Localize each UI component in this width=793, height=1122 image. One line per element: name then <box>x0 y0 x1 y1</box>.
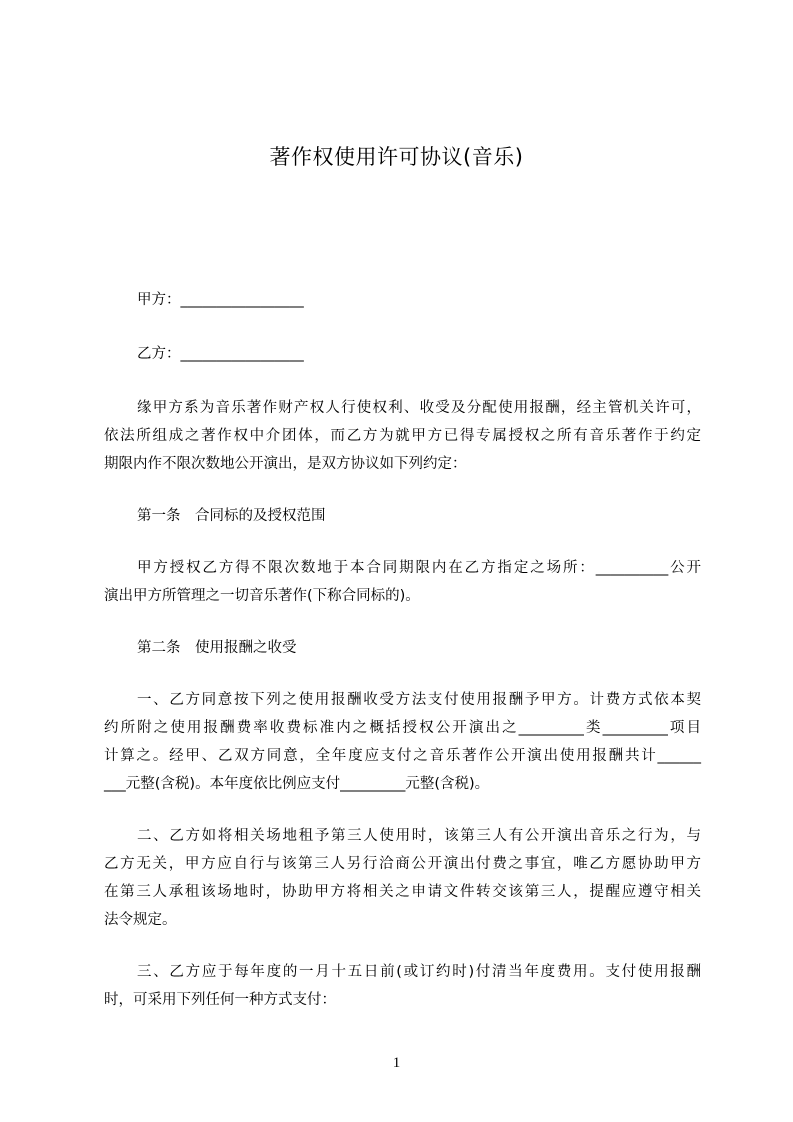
party-b-line: 乙方：_________________ <box>137 346 304 362</box>
preamble-line: 依法所组成之著作权中介团体，而乙方为就甲方已得专属授权之所有音乐著作于约定 <box>104 428 701 444</box>
article2-item1-line: 计算之。经甲、乙双方同意，全年度应支付之音乐著作公开演出使用报酬共计______ <box>104 748 701 764</box>
party-a-line: 甲方：_________________ <box>137 292 304 308</box>
article2-item2-line: 乙方无关，甲方应自行与该第三人另行洽商公开演出付费之事宜，唯乙方愿协助甲方 <box>104 856 701 872</box>
document-title: 著作权使用许可协议(音乐) <box>269 145 524 169</box>
article2-item3-line: 三、乙方应于每年度的一月十五日前(或订约时)付清当年度费用。支付使用报酬 <box>137 964 701 980</box>
article2-item1-line: ___元整(含税)。本年度依比例应支付_________元整(含税)。 <box>104 776 490 792</box>
article1-heading: 第一条 合同标的及授权范围 <box>137 508 326 524</box>
article2-item1-line: 一、乙方同意按下列之使用报酬收受方法支付使用报酬予甲方。计费方式依本契 <box>137 692 701 708</box>
article2-heading: 第二条 使用报酬之收受 <box>137 640 297 656</box>
article2-item1-line: 约所附之使用报酬费率收费标准内之概括授权公开演出之_________类_________项目 <box>104 720 701 736</box>
preamble-line: 缘甲方系为音乐著作财产权人行使权利、收受及分配使用报酬，经主管机关许可， <box>137 400 701 416</box>
page-number: 1 <box>392 1055 401 1071</box>
article1-line: 甲方授权乙方得不限次数地于本合同期限内在乙方指定之场所：__________公开 <box>137 560 701 576</box>
preamble-line: 期限内作不限次数地公开演出，是双方协议如下列约定： <box>104 456 467 472</box>
article2-item2-line: 在第三人承租该场地时，协助甲方将相关之申请文件转交该第三人，提醒应遵守相关 <box>104 884 701 900</box>
article2-item2-line: 二、乙方如将相关场地租予第三人使用时，该第三人有公开演出音乐之行为，与 <box>137 828 701 844</box>
article2-item2-line: 法令规定。 <box>104 912 177 928</box>
article2-item3-line: 时，可采用下列任何一种方式支付： <box>104 992 336 1008</box>
article1-line: 演出甲方所管理之一切音乐著作(下称合同标的)。 <box>104 588 420 604</box>
